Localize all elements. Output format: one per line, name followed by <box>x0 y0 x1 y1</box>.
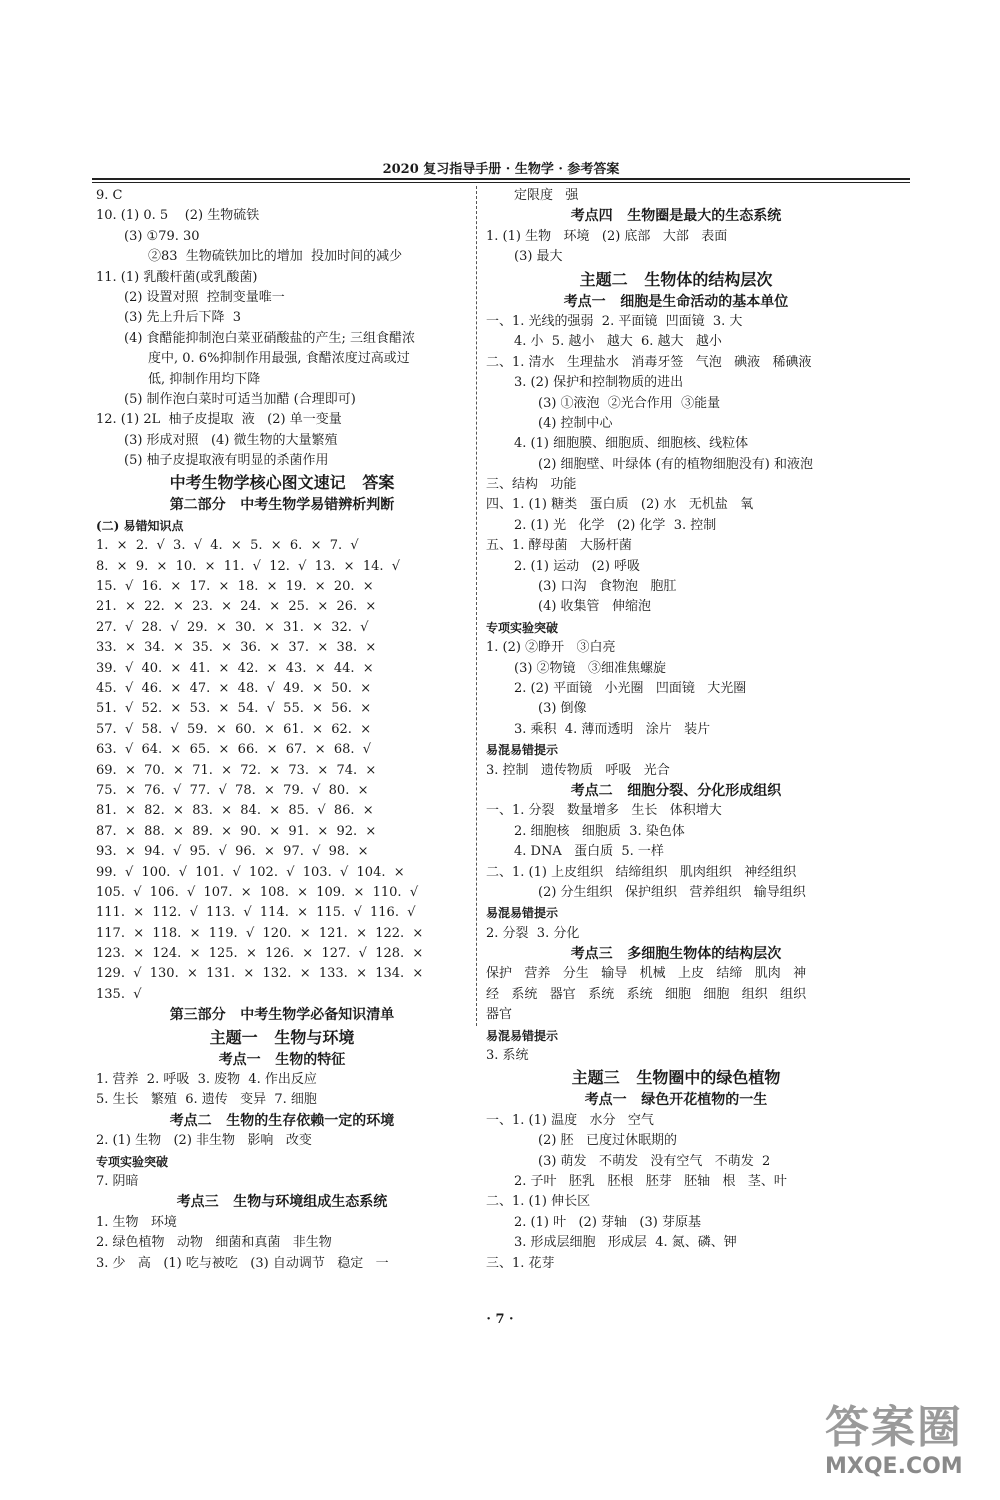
answer-line: 三、1. 花芽 <box>486 1255 555 1271</box>
page-number: · 7 · <box>486 1312 514 1327</box>
section-heading: 第二部分 中考生物学易错辨析判断 <box>169 497 395 514</box>
answer-line: 105. √ 106. √ 107. × 108. × 109. × 110. √ <box>96 884 419 900</box>
answer-line: 21. × 22. × 23. × 24. × 25. × 26. × <box>96 599 377 615</box>
answer-line: (3) ①79. 30 <box>124 228 200 244</box>
answer-line: (4) 控制中心 <box>538 415 613 431</box>
watermark-url: MXQE.COM <box>825 1454 963 1479</box>
answer-line: 123. × 124. × 125. × 126. × 127. √ 128. × <box>96 946 424 962</box>
answer-line: 1. × 2. √ 3. √ 4. × 5. × 6. × 7. √ <box>96 538 359 554</box>
answer-line: (3) ①液泡 ②光合作用 ③能量 <box>538 395 721 411</box>
section-heading: 第三部分 中考生物学必备知识清单 <box>169 1007 395 1024</box>
answer-line: (2) 细胞壁、叶绿体 (有的植物细胞没有) 和液泡 <box>538 456 813 472</box>
answer-line: (2) 胚 已度过休眠期的 <box>538 1133 677 1149</box>
subsection-label: 易混易错提示 <box>486 1028 559 1043</box>
answer-line: 10. (1) 0. 5 (2) 生物硫铁 <box>96 208 260 224</box>
answer-line: 2. (1) 光 化学 (2) 化学 3. 控制 <box>514 517 717 533</box>
answer-line: 低, 抑制作用均下降 <box>148 371 261 387</box>
section-heading: 主题一 生物与环境 <box>209 1027 355 1047</box>
answer-line: 定限度 强 <box>514 188 579 203</box>
answer-line: 39. √ 40. × 41. × 42. × 43. × 44. × <box>96 660 374 676</box>
column-divider <box>476 186 477 1026</box>
answer-line: (3) ②物镜 ③细准焦螺旋 <box>514 660 666 676</box>
answer-line: 3. 形成层细胞 形成层 4. 氮、磷、钾 <box>514 1235 737 1251</box>
answer-line: 11. (1) 乳酸杆菌(或乳酸菌) <box>96 269 258 285</box>
answer-line: (2) 分生组织 保护组织 营养组织 输导组织 <box>538 884 806 900</box>
left-column <box>96 186 468 1274</box>
answer-line: 保护 营养 分生 输导 机械 上皮 结缔 肌肉 神 <box>486 966 807 982</box>
subsection-label: 易混易错提示 <box>486 906 559 921</box>
section-heading: 考点一 绿色开花植物的一生 <box>584 1092 768 1109</box>
answer-line: (5) 柚子皮提取液有明显的杀菌作用 <box>124 453 329 469</box>
answer-line: 3. 乘积 4. 薄而透明 涂片 装片 <box>514 721 711 737</box>
answer-line: 9. C <box>96 188 123 203</box>
answer-line: 1. (2) ②睁开 ③白亮 <box>486 640 616 656</box>
subsection-label: 专项实验突破 <box>96 1154 169 1169</box>
answer-line: 57. √ 58. √ 59. × 60. × 61. × 62. × <box>96 721 372 737</box>
answer-line: 69. × 70. × 71. × 72. × 73. × 74. × <box>96 762 377 778</box>
answer-line: (3) 先上升后下降 3 <box>124 310 242 326</box>
answer-line: (3) 倒像 <box>538 701 587 717</box>
answer-line: 2. 绿色植物 动物 细菌和真菌 非生物 <box>96 1235 332 1251</box>
section-heading: 中考生物学核心图文速记 答案 <box>169 473 395 493</box>
answer-line: 27. √ 28. √ 29. × 30. × 31. × 32. √ <box>96 619 369 635</box>
answer-line: 3. 控制 遗传物质 呼吸 光合 <box>486 762 670 778</box>
subsection-label: 专项实验突破 <box>486 620 559 635</box>
answer-line: 3. 少 高 (1) 吃与被吃 (3) 自动调节 稳定 一 <box>96 1255 389 1271</box>
answer-line: (3) 萌发 不萌发 没有空气 不萌发 2 <box>538 1153 771 1169</box>
answer-line: 二、1. (1) 伸长区 <box>486 1194 591 1210</box>
answer-line: 三、结构 功能 <box>486 477 577 493</box>
watermark <box>825 1402 990 1494</box>
section-heading: 主题二 生物体的结构层次 <box>579 269 773 289</box>
answer-line: 一、1. 光线的强弱 2. 平面镜 凹面镜 3. 大 <box>486 313 743 329</box>
answer-line: 1. (1) 生物 环境 (2) 底部 大部 表面 <box>486 228 728 244</box>
answer-line: 五、1. 酵母菌 大肠杆菌 <box>486 538 632 554</box>
answer-line: (3) 形成对照 (4) 微生物的大量繁殖 <box>124 432 338 448</box>
page-header: 2020 复习指导手册 · 生物学 · 参考答案 <box>382 162 620 177</box>
answer-line: 117. × 118. × 119. √ 120. × 121. × 122. × <box>96 925 424 941</box>
answer-line: 器官 <box>486 1007 513 1023</box>
section-heading: 考点一 细胞是生命活动的基本单位 <box>563 293 789 310</box>
right-column <box>486 186 866 1274</box>
answer-line: 1. 生物 环境 <box>96 1214 177 1230</box>
answer-line: 135. √ <box>96 986 142 1002</box>
answer-line: (3) 最大 <box>514 249 563 265</box>
answer-line: 3. 系统 <box>486 1048 529 1064</box>
answer-line: 63. √ 64. × 65. × 66. × 67. × 68. √ <box>96 742 372 758</box>
answer-line: 经 系统 器官 系统 系统 细胞 细胞 组织 组织 <box>486 986 807 1002</box>
section-heading: 考点三 生物与环境组成生态系统 <box>176 1194 388 1211</box>
answer-line: 1. 营养 2. 呼吸 3. 废物 4. 作出反应 <box>96 1072 317 1088</box>
answer-line: 81. × 82. × 83. × 84. × 85. √ 86. × <box>96 803 374 819</box>
answer-line: 111. × 112. √ 113. √ 114. × 115. √ 116. √ <box>96 905 416 921</box>
answer-line: 75. × 76. √ 77. √ 78. × 79. √ 80. × <box>96 782 369 798</box>
answer-line: 2. 细胞核 细胞质 3. 染色体 <box>514 823 685 839</box>
answer-line: 2. (2) 平面镜 小光圈 凹面镜 大光圈 <box>514 680 747 696</box>
answer-line: 7. 阴暗 <box>96 1173 139 1189</box>
answer-line: (4) 收集管 伸缩泡 <box>538 599 651 615</box>
answer-line: 2. 分裂 3. 分化 <box>486 925 580 941</box>
answer-line: 一、1. (1) 温度 水分 空气 <box>486 1112 654 1128</box>
subsection-label: (二) 易错知识点 <box>96 518 184 533</box>
answer-line: 2. (1) 叶 (2) 芽轴 (3) 芽原基 <box>514 1214 701 1230</box>
section-heading: 考点二 细胞分裂、分化形成组织 <box>570 782 782 799</box>
answer-line: ②83 生物硫铁加比的增加 投加时间的减少 <box>148 249 403 265</box>
answer-line: (3) 口沟 食物泡 胞肛 <box>538 579 677 595</box>
answer-line: 5. 生长 繁殖 6. 遗传 变异 7. 细胞 <box>96 1092 317 1108</box>
answer-line: 33. × 34. × 35. × 36. × 37. × 38. × <box>96 640 377 656</box>
answer-line: 2. (1) 运动 (2) 呼吸 <box>514 558 641 574</box>
answer-line: 四、1. (1) 糖类 蛋白质 (2) 水 无机盐 氧 <box>486 497 754 513</box>
section-heading: 考点一 生物的特征 <box>218 1051 346 1068</box>
answer-line: 45. √ 46. × 47. × 48. √ 49. × 50. × <box>96 680 372 696</box>
answer-line: 2. 子叶 胚乳 胚根 胚芽 胚轴 根 茎、叶 <box>514 1173 787 1189</box>
answer-line: 87. × 88. × 89. × 90. × 91. × 92. × <box>96 823 377 839</box>
watermark-logo: 答案圈 <box>825 1402 963 1453</box>
answer-line: (2) 设置对照 控制变量唯一 <box>124 289 285 305</box>
subsection-label: 易混易错提示 <box>486 743 559 758</box>
section-heading: 主题三 生物圈中的绿色植物 <box>571 1068 781 1088</box>
answer-line: 2. (1) 生物 (2) 非生物 影响 改变 <box>96 1133 312 1149</box>
answer-line: 51. √ 52. × 53. × 54. √ 55. × 56. × <box>96 701 372 717</box>
answer-line: 99. √ 100. √ 101. √ 102. √ 103. √ 104. × <box>96 864 405 880</box>
answer-line: 129. √ 130. × 131. × 132. × 133. × 134. × <box>96 966 424 982</box>
answer-line: 二、1. 清水 生理盐水 消毒牙签 气泡 碘液 稀碘液 <box>486 354 812 370</box>
answer-line: (4) 食醋能抑制泡白菜亚硝酸盐的产生; 三组食醋浓 <box>124 330 416 346</box>
answer-line: 4. DNA 蛋白质 5. 一样 <box>514 844 664 860</box>
section-heading: 考点二 生物的生存依赖一定的环境 <box>169 1112 395 1129</box>
answer-line: 一、1. 分裂 数量增多 生长 体积增大 <box>486 803 722 819</box>
header-rule-thick <box>92 178 910 180</box>
header-rule-thin <box>92 182 910 183</box>
answer-line: 4. 小 5. 越小 越大 6. 越大 越小 <box>514 334 722 350</box>
answer-line: (5) 制作泡白菜时可适当加醋 (合理即可) <box>124 391 356 407</box>
answer-line: 12. (1) 2L 柚子皮提取 液 (2) 单一变量 <box>96 412 342 428</box>
answer-line: 3. (2) 保护和控制物质的进出 <box>514 375 684 391</box>
section-heading: 考点三 多细胞生物体的结构层次 <box>570 946 782 963</box>
section-heading: 考点四 生物圈是最大的生态系统 <box>570 208 782 225</box>
answer-line: 93. × 94. √ 95. √ 96. × 97. √ 98. × <box>96 844 369 860</box>
answer-line: 二、1. (1) 上皮组织 结缔组织 肌肉组织 神经组织 <box>486 864 797 880</box>
answer-line: 8. × 9. × 10. × 11. √ 12. √ 13. × 14. √ <box>96 558 401 574</box>
answer-line: 4. (1) 细胞膜、细胞质、细胞核、线粒体 <box>514 436 749 452</box>
answer-line: 15. √ 16. × 17. × 18. × 19. × 20. × <box>96 579 374 595</box>
answer-line: 度中, 0. 6%抑制作用最强, 食醋浓度过高或过 <box>148 351 410 367</box>
